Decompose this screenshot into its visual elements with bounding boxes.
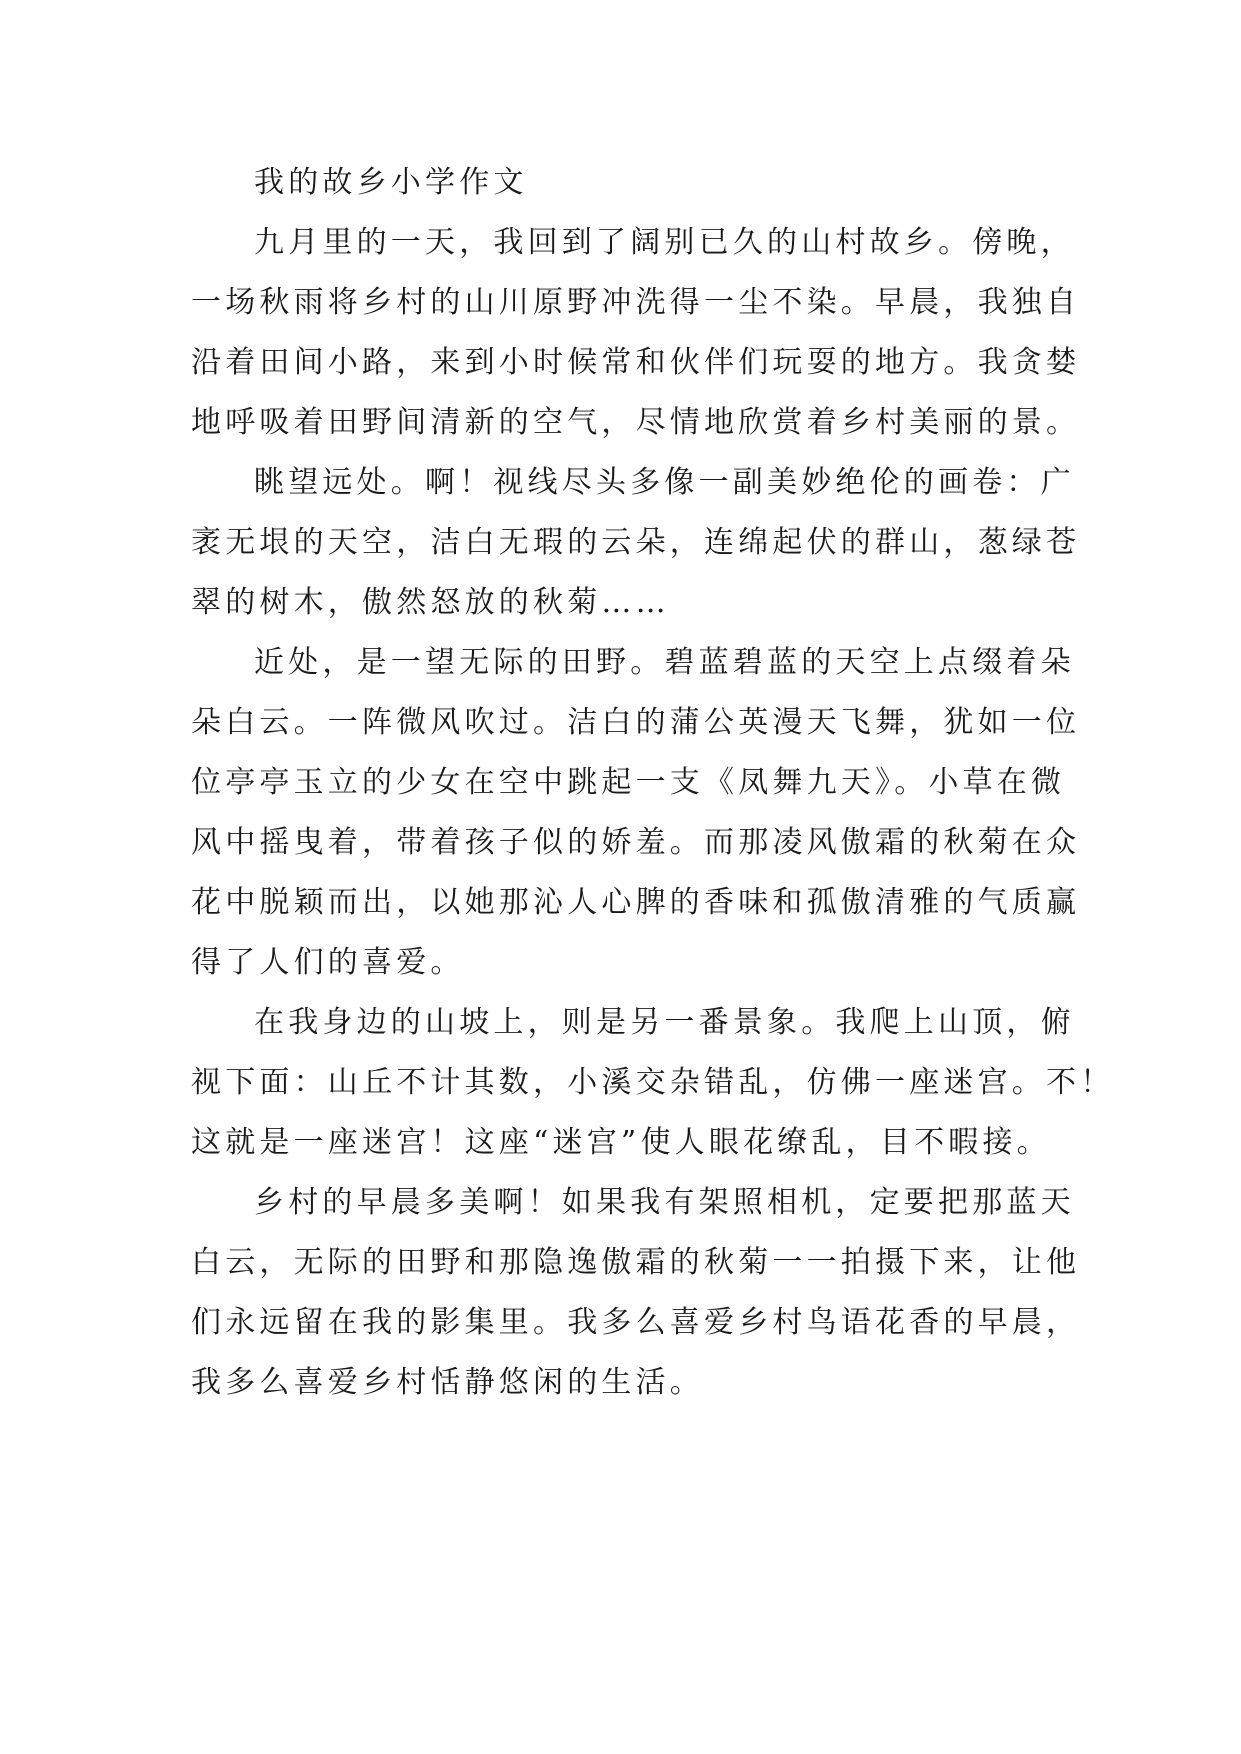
document-body <box>191 153 1115 1413</box>
text-line: 位亭亭玉立的少女在空中跳起一支《凤舞九天》。小草在微 <box>191 765 1066 800</box>
text-line: 翠的树木，傲然怒放的秋菊…… <box>191 585 670 620</box>
text-line: 花中脱颖而出，以她那沁人心脾的香味和孤傲清雅的气质赢 <box>191 885 1081 920</box>
text-line: 袤无垠的天空，洁白无瑕的云朵，连绵起伏的群山，葱绿苍 <box>191 525 1081 560</box>
text-line: 风中摇曳着，带着孩子似的娇羞。而那凌风傲霜的秋菊在众 <box>191 825 1081 860</box>
text-line: 沿着田间小路，来到小时候常和伙伴们玩耍的地方。我贪婪 <box>191 345 1081 380</box>
text-line: 这就是一座迷宫！这座“迷宫”使人眼花缭乱，目不暇接。 <box>191 1125 1051 1160</box>
essay-text <box>191 213 1115 1413</box>
text-line: 得了人们的喜爱。 <box>191 945 465 980</box>
text-line: 朵白云。一阵微风吹过。洁白的蒲公英漫天飞舞，犹如一位 <box>191 705 1081 740</box>
text-line: 视下面：山丘不计其数，小溪交杂错乱，仿佛一座迷宫。不！ <box>191 1065 1115 1100</box>
text-line: 们永远留在我的影集里。我多么喜爱乡村鸟语花香的早晨， <box>191 1305 1081 1340</box>
document-title: 我的故乡小学作文 <box>254 165 528 200</box>
text-line: 九月里的一天，我回到了阔别已久的山村故乡。傍晚， <box>254 225 1075 260</box>
text-line: 我多么喜爱乡村恬静悠闲的生活。 <box>191 1365 704 1400</box>
text-line: 地呼吸着田野间清新的空气，尽情地欣赏着乡村美丽的景。 <box>191 405 1081 440</box>
text-line: 近处，是一望无际的田野。碧蓝碧蓝的天空上点缀着朵 <box>254 645 1075 680</box>
text-line: 一场秋雨将乡村的山川原野冲洗得一尘不染。早晨，我独自 <box>191 285 1081 320</box>
text-line: 乡村的早晨多美啊！如果我有架照相机，定要把那蓝天 <box>254 1185 1075 1220</box>
text-line: 白云，无际的田野和那隐逸傲霜的秋菊一一拍摄下来，让他 <box>191 1245 1081 1280</box>
text-line: 眺望远处。啊！视线尽头多像一副美妙绝伦的画卷：广 <box>254 465 1075 500</box>
text-line: 在我身边的山坡上，则是另一番景象。我爬上山顶，俯 <box>254 1005 1075 1040</box>
